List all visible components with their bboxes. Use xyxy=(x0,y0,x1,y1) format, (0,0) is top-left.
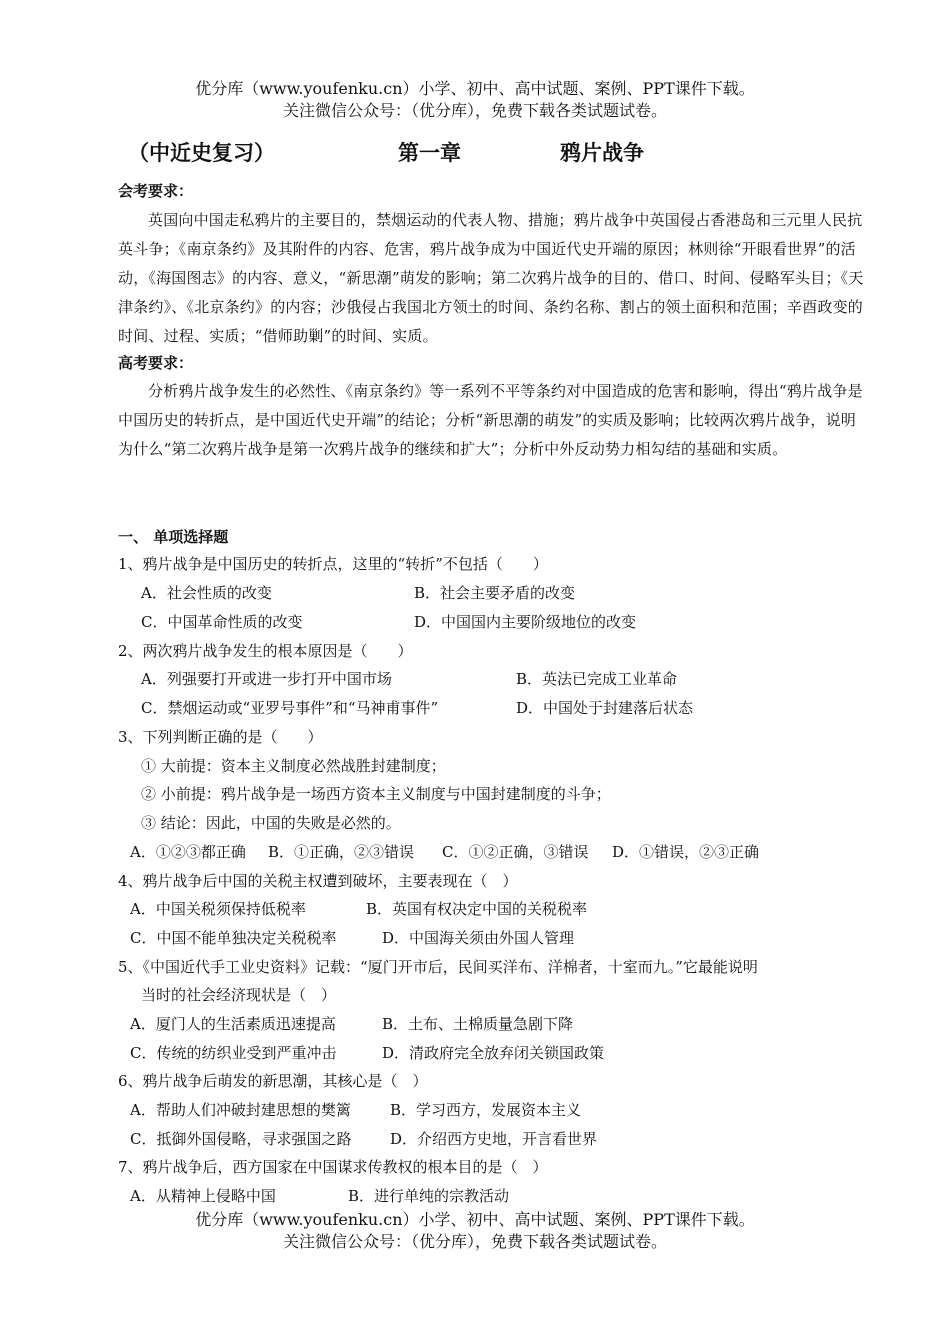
question-5-option-d: D．清政府完全放弃闭关锁国政策 xyxy=(382,1044,605,1062)
question-6-option-b: B．学习西方，发展资本主义 xyxy=(390,1101,582,1119)
question-3-stem: 3、下列判断正确的是（ ） xyxy=(118,728,323,746)
huikao-text: 英国向中国走私鸦片的主要目的，禁烟运动的代表人物、措施；鸦片战争中英国侵占香港岛和三元里人民抗英斗争；《南京条约》及其附件的内容、危害，鸦片战争成为中国近代史开端的原因；林则徐“开眼看世界”的活动，《海国图志》的内容、意义，“新思潮”萌发的影响；第二次鸦片战争的目的、借口、时间、侵略军头目；《天津条约》、《北京条约》的内容；沙俄侵占我国北方领土的时间、条约名称、割占的领土面积和范围；辛酉政变的时间、过程、实质；“借师助剿”的时间、实质。 xyxy=(118,211,864,345)
question-5-option-b: B．土布、土棉质量急剧下降 xyxy=(382,1015,574,1033)
header-line-2: 关注微信公众号：（优分库），免费下载各类试题试卷。 xyxy=(282,101,667,120)
footer-line-2: 关注微信公众号：（优分库），免费下载各类试题试卷。 xyxy=(282,1232,667,1251)
question-1-option-d: D．中国国内主要阶级地位的改变 xyxy=(414,613,637,631)
question-1-option-c: C．中国革命性质的改变 xyxy=(141,613,303,631)
question-4-option-b: B．英国有权决定中国的关税税率 xyxy=(366,900,588,918)
question-4-option-d: D．中国海关须由外国人管理 xyxy=(382,929,575,947)
question-6-option-a: A．帮助人们冲破封建思想的樊篱 xyxy=(130,1101,351,1119)
header-line-1: 优分库（www.youfenku.cn）小学、初中、高中试题、案例、PPT课件下载。 xyxy=(195,79,755,98)
question-6-stem: 6、鸦片战争后萌发的新思潮，其核心是（ ） xyxy=(118,1072,428,1090)
question-1-stem: 1、鸦片战争是中国历史的转折点，这里的“转折”不包括（ ） xyxy=(118,555,548,573)
huikao-heading: 会考要求： xyxy=(118,182,194,200)
question-4-option-c: C．中国不能单独决定关税税率 xyxy=(130,929,337,947)
footer-line-1: 优分库（www.youfenku.cn）小学、初中、高中试题、案例、PPT课件下载。 xyxy=(195,1210,755,1229)
title-chapter: 第一章 xyxy=(398,141,461,165)
title-topic: 鸦片战争 xyxy=(560,141,644,165)
question-1-option-b: B．社会主要矛盾的改变 xyxy=(414,584,576,602)
question-5-stem-line-2: 当时的社会经济现状是（ ） xyxy=(141,986,337,1004)
question-7-option-b: B．进行单纯的宗教活动 xyxy=(348,1187,510,1205)
gaokao-heading: 高考要求： xyxy=(118,354,194,372)
question-2-option-d: D．中国处于封建落后状态 xyxy=(516,699,694,717)
question-2-option-c: C．禁烟运动或“亚罗号事件”和“马神甫事件” xyxy=(141,699,439,717)
question-5-option-a: A．厦门人的生活素质迅速提高 xyxy=(130,1015,336,1033)
question-5-option-c: C．传统的纺织业受到严重冲击 xyxy=(130,1044,337,1062)
question-2-option-b: B．英法已完成工业革命 xyxy=(516,670,678,688)
question-3-statement-2: ② 小前提：鸦片战争是一场西方资本主义制度与中国封建制度的斗争； xyxy=(141,785,611,803)
title-review: （中近史复习） xyxy=(128,141,275,165)
page-title xyxy=(0,137,950,165)
question-7-option-a: A．从精神上侵略中国 xyxy=(130,1187,276,1205)
question-1-option-a: A．社会性质的改变 xyxy=(141,584,272,602)
question-3-option-d: D．①错误，②③正确 xyxy=(612,843,760,861)
question-3-option-c: C．①②正确，③错误 xyxy=(442,843,589,861)
question-3-option-b: B．①正确，②③错误 xyxy=(268,843,415,861)
question-7-stem: 7、鸦片战争后，西方国家在中国谋求传教权的根本目的是（ ） xyxy=(118,1158,548,1176)
question-3-statement-3: ③ 结论：因此，中国的失败是必然的。 xyxy=(141,814,401,832)
gaokao-text: 分析鸦片战争发生的必然性、《南京条约》等一系列不平等条约对中国造成的危害和影响，得出“鸦片战争是中国历史的转折点，是中国近代史开端”的结论；分析“新思潮的萌发”的实质及影响；比较两次鸦片战争，说明为什么“第二次鸦片战争是第一次鸦片战争的继续和扩大”；分析中外反动势力相勾结的基础和实质。 xyxy=(118,382,863,458)
question-4-stem: 4、鸦片战争后中国的关税主权遭到破坏，主要表现在（ ） xyxy=(118,872,518,890)
section-heading-single-choice: 一、 单项选择题 xyxy=(118,528,229,546)
question-4-option-a: A．中国关税须保持低税率 xyxy=(130,900,306,918)
question-6-option-d: D．介绍西方史地，开言看世界 xyxy=(390,1130,598,1148)
question-6-option-c: C．抵御外国侵略，寻求强国之路 xyxy=(130,1130,352,1148)
question-5-stem-line-1: 5、《中国近代手工业史资料》记载：“厦门开市后，民间买洋布、洋棉者，十室而九。”它最能说明 xyxy=(118,958,758,976)
question-2-stem: 2、两次鸦片战争发生的根本原因是（ ） xyxy=(118,642,413,660)
question-2-option-a: A．列强要打开或进一步打开中国市场 xyxy=(141,670,392,688)
question-3-statement-1: ① 大前提：资本主义制度必然战胜封建制度； xyxy=(141,757,446,775)
question-3-option-a: A．①②③都正确 xyxy=(130,843,246,861)
